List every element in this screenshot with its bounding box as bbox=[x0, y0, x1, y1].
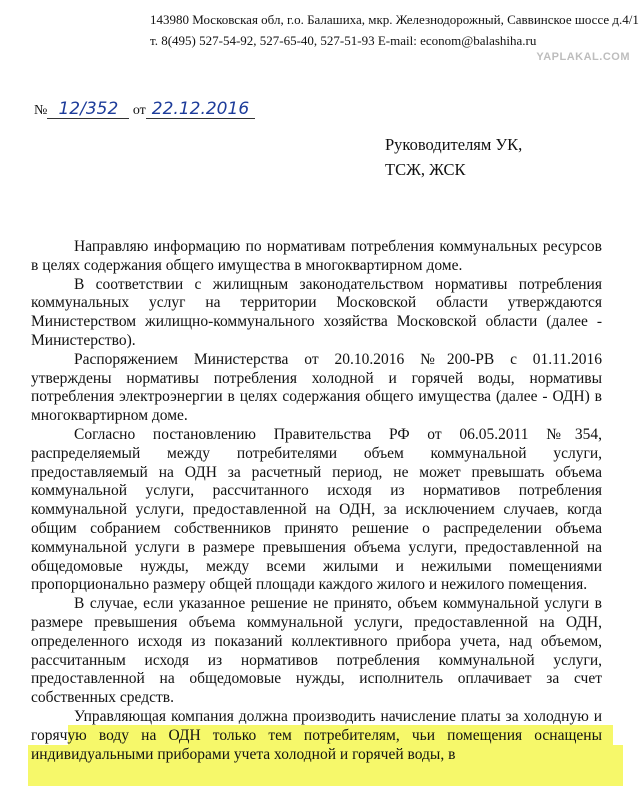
highlight-band bbox=[28, 764, 623, 786]
addressee-line-2: ТСЖ, ЖСК bbox=[385, 160, 466, 179]
highlighted-paragraph: Управляющая компания должна производить начисление платы за холодную и горячую воду на ОДН только тем потребителям, чьи помещения оснащены индивидуальными приборами учета холодной и горячей воды, в bbox=[31, 707, 602, 763]
outgoing-number: 12/352 bbox=[47, 100, 129, 119]
number-label: № bbox=[34, 103, 48, 118]
paragraph: Направляю информацию по нормативам потребления коммунальных ресурсов в целях содержания общего имущества в многоквартирном доме. bbox=[31, 238, 602, 274]
letterhead-address: 143980 Московская обл, г.о. Балашиха, мкр. Железнодорожный, Саввинское шоссе д.4/1 bbox=[150, 12, 639, 27]
date-label: от bbox=[132, 103, 146, 118]
watermark: YAPLAKAL.COM bbox=[536, 51, 630, 63]
outgoing-date: 22.12.2016 bbox=[146, 100, 255, 119]
letterhead-contacts: т. 8(495) 527-54-92, 527-65-40, 527-51-93 E-mail: econom@balashiha.ru bbox=[150, 33, 537, 48]
paragraph: В соответствии с жилищным законодательством нормативы потребления коммунальных услуг на территории Московской области утверждаются Министерством жилищно-коммунального хозяйства Московской области (далее - Министерство). bbox=[31, 275, 602, 349]
paragraph: Согласно постановлению Правительства РФ от 06.05.2011 №354, распределяемый между потребителями объем коммунальной услуги, предоставляемый на ОДН за расчетный период, не может превышать объема коммунальной услуги, рассчитанного исходя из нормативов потребления коммунальной услуги, предоставленной на ОДН, за исключением случаев, когда общим собранием собственников принято решение о распределении объема коммунальной услуги в размере превышения объема услуги, предоставленной на общедомовые нужды, между всеми жилыми и нежилыми помещениями пропорционально размеру общей площади каждого жилого и нежилого помещения. bbox=[31, 425, 602, 594]
letter-body bbox=[31, 238, 602, 764]
paragraph: Распоряжением Министерства от 20.10.2016 №200-РВ с 01.11.2016 утверждены нормативы потребления холодной и горячей воды, нормативы потребления электроэнергии в целях содержания общего имущества (далее - ОДН) в многоквартирном доме. bbox=[31, 350, 602, 425]
registration-row bbox=[34, 100, 255, 119]
paragraph: В случае, если указанное решение не принято, объем коммунальной услуги в размере превышения объема коммунальной услуги, предоставленной на ОДН, определенного исходя из показаний коллективного прибора учета, над объемом, рассчитанным исходя из нормативов потребления коммунальной услуги, предоставленной на общедомовые нужды, исполнитель оплачивает за счет собственных средств. bbox=[31, 595, 602, 707]
addressee-line-1: Руководителям УК, bbox=[385, 135, 523, 154]
